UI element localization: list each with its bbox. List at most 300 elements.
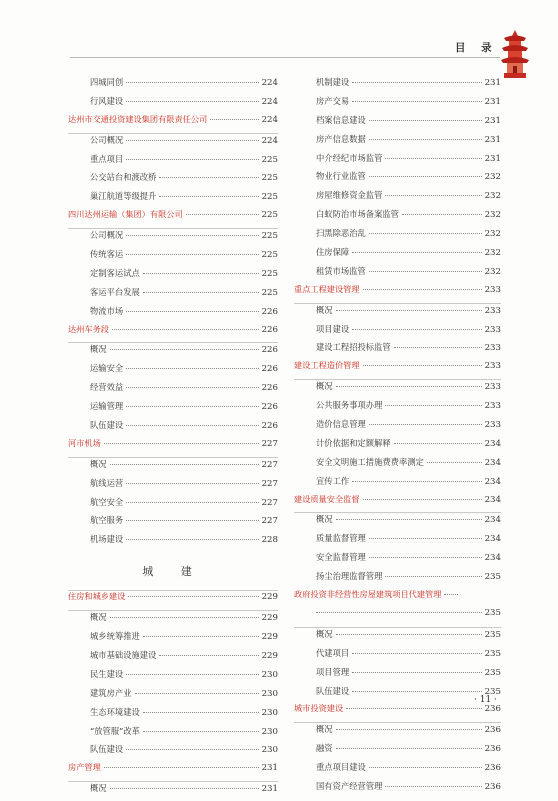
toc-entry-label: 航线运营 xyxy=(90,477,124,488)
toc-entry-label: 运输管理 xyxy=(90,401,124,412)
toc-entry-page: 229 xyxy=(261,650,278,661)
toc-entry-label: 队伍建设 xyxy=(316,685,350,696)
toc-entry[interactable] xyxy=(68,267,278,286)
leader-dots xyxy=(126,406,258,407)
toc-entry[interactable] xyxy=(68,400,278,419)
leader-dots xyxy=(126,483,258,484)
toc-entry-label: 扫黑除恶治乱 xyxy=(316,228,366,239)
toc-entry[interactable] xyxy=(68,514,278,533)
leader-dots xyxy=(352,329,481,330)
toc-entry[interactable] xyxy=(294,437,501,456)
chapter-heading: 城 建 xyxy=(142,565,204,579)
toc-section-entry[interactable] xyxy=(294,360,501,380)
leader-dots xyxy=(143,731,259,732)
toc-section-entry[interactable] xyxy=(68,209,278,229)
leader-dots xyxy=(402,214,482,215)
toc-entry[interactable] xyxy=(294,323,501,342)
toc-entry-label: 经营效益 xyxy=(90,382,124,393)
toc-entry-label: 物流市场 xyxy=(90,305,124,316)
toc-section-entry[interactable] xyxy=(294,703,501,723)
toc-entry-page: 231 xyxy=(484,78,501,88)
toc-entry-page: 227 xyxy=(261,478,278,489)
toc-entry[interactable] xyxy=(294,723,501,742)
leader-dots xyxy=(352,672,481,673)
toc-entry-label: 概况 xyxy=(90,458,107,469)
toc-section-entry[interactable] xyxy=(294,589,501,608)
toc-section-entry[interactable] xyxy=(68,324,278,344)
leader-dots xyxy=(126,82,258,83)
leader-dots xyxy=(369,557,482,558)
toc-entry-label: 机制建设 xyxy=(316,77,350,87)
leader-dots xyxy=(316,612,482,613)
toc-entry[interactable] xyxy=(294,227,501,246)
toc-entry-page: 225 xyxy=(261,210,278,221)
toc-entry[interactable] xyxy=(68,743,278,762)
toc-entry-label: 公交站台和渡改桥 xyxy=(90,172,157,183)
toc-entry-label: 建设质量安全监督 xyxy=(294,493,360,504)
leader-dots xyxy=(143,273,259,274)
toc-entry-page: 233 xyxy=(484,343,501,354)
leader-dots xyxy=(394,443,482,444)
toc-entry-label: 城市基础设施建设 xyxy=(90,649,157,660)
toc-entry-label: 重点项目 xyxy=(90,153,124,164)
toc-entry-page: 233 xyxy=(484,284,501,295)
leader-dots xyxy=(363,289,482,290)
leader-dots xyxy=(385,195,481,196)
toc-entry-label: 宣传工作 xyxy=(316,475,350,486)
leader-dots xyxy=(336,519,482,520)
toc-entry-page: 235 xyxy=(484,607,501,618)
leader-dots xyxy=(104,443,259,444)
toc-entry-label: 城乡统筹推进 xyxy=(90,631,140,642)
toc-entry-label: 公司概况 xyxy=(90,134,124,145)
leader-dots xyxy=(159,655,258,656)
toc-entry-page: 226 xyxy=(261,364,278,375)
leader-dots xyxy=(336,386,482,387)
toc-entry-page: 226 xyxy=(261,306,278,317)
toc-entry[interactable] xyxy=(294,133,501,152)
toc-entry[interactable] xyxy=(294,76,501,95)
leader-dots xyxy=(394,347,482,348)
toc-entry-page: 233 xyxy=(484,382,501,393)
leader-dots xyxy=(126,311,258,312)
leader-dots xyxy=(126,159,258,160)
toc-entry-label: 房屋维修资金监管 xyxy=(316,190,383,201)
toc-entry-label: 代建项目 xyxy=(316,647,350,658)
toc-entry-page: 225 xyxy=(261,287,278,298)
toc-entry-page: 227 xyxy=(261,497,278,508)
toc-entry-label: 建筑房产业 xyxy=(90,687,132,698)
toc-entry[interactable] xyxy=(68,286,278,305)
toc-entry-label: 客运平台发展 xyxy=(90,286,140,297)
toc-entry-page: 224 xyxy=(261,96,278,107)
toc-entry-page: 229 xyxy=(261,613,278,624)
toc-entry-page: 225 xyxy=(261,154,278,165)
toc-entry[interactable] xyxy=(68,171,278,190)
toc-entry-page: 231 xyxy=(261,763,278,774)
leader-dots xyxy=(126,749,258,750)
toc-entry-label: 计价依据和定额解释 xyxy=(316,437,391,448)
leader-dots xyxy=(336,748,482,749)
leader-dots xyxy=(210,119,258,120)
toc-entry[interactable] xyxy=(294,304,501,323)
toc-entry-label: 造价信息管理 xyxy=(316,419,366,430)
toc-entry-label: 传统客运 xyxy=(90,249,124,260)
leader-dots xyxy=(110,788,259,789)
toc-entry-label: 航空安全 xyxy=(90,496,124,507)
toc-entry-page: 232 xyxy=(484,248,501,259)
toc-section-entry[interactable] xyxy=(68,762,278,782)
toc-entry[interactable] xyxy=(294,246,501,265)
leader-dots xyxy=(369,120,482,121)
toc-entry[interactable] xyxy=(68,248,278,267)
toc-entry-page: 232 xyxy=(484,229,501,240)
toc-entry-page: 234 xyxy=(484,476,501,487)
toc-entry-label: 概况 xyxy=(316,724,333,735)
toc-entry[interactable] xyxy=(68,362,278,381)
toc-entry[interactable] xyxy=(68,134,278,153)
toc-entry-label: 融资 xyxy=(316,743,333,754)
toc-entry-label: 档案信息建设 xyxy=(316,114,366,125)
toc-entry-page: 231 xyxy=(484,96,501,107)
toc-entry[interactable] xyxy=(294,341,501,360)
leader-dots xyxy=(427,462,482,463)
toc-entry[interactable] xyxy=(294,532,501,551)
toc-entry-label: 扬尘治理监督管理 xyxy=(316,571,383,582)
toc-entry-page: 227 xyxy=(261,459,278,470)
toc-entry[interactable] xyxy=(68,782,278,801)
leader-dots xyxy=(126,368,258,369)
toc-entry[interactable] xyxy=(68,419,278,438)
leader-dots xyxy=(143,712,259,713)
toc-entry-page: 233 xyxy=(484,361,501,372)
toc-entry[interactable] xyxy=(68,533,278,552)
leader-dots xyxy=(352,101,481,102)
toc-entry-label: 公共服务事项办理 xyxy=(316,400,383,411)
toc-right-column xyxy=(294,76,501,799)
toc-entry-label: 项目建设 xyxy=(316,323,350,334)
leader-dots xyxy=(346,708,481,709)
toc-entry-label: 建设工程造价管理 xyxy=(294,360,360,371)
toc-entry-label: 达州市交通投资建设集团有限责任公司 xyxy=(68,113,208,124)
toc-entry-page: 232 xyxy=(484,210,501,221)
leader-dots xyxy=(336,634,482,635)
toc-entry-page: 225 xyxy=(261,250,278,261)
toc-entry-label: 队伍建设 xyxy=(90,744,124,755)
toc-entry-label: 安全监督管理 xyxy=(316,552,366,563)
pagoda-emblem-icon xyxy=(498,28,532,80)
toc-entry-page: 230 xyxy=(261,707,278,718)
toc-entry[interactable] xyxy=(294,513,501,532)
toc-entry[interactable] xyxy=(294,761,501,780)
leader-dots xyxy=(369,424,482,425)
toc-entry[interactable] xyxy=(294,551,501,570)
toc-entry-page: 225 xyxy=(261,231,278,242)
toc-entry[interactable] xyxy=(294,666,501,685)
toc-entry[interactable] xyxy=(68,76,278,95)
toc-entry-page: 229 xyxy=(261,592,278,603)
toc-entry-page: 229 xyxy=(261,632,278,643)
toc-entry-label: 概况 xyxy=(90,783,107,794)
toc-entry-label: 白蚁防治市场备案监管 xyxy=(316,209,399,220)
toc-entry-page: 234 xyxy=(484,494,501,505)
toc-entry-page: 224 xyxy=(261,78,278,88)
toc-entry-label: “放管服”改革 xyxy=(90,725,140,736)
page-number: · 11 · xyxy=(474,695,497,705)
toc-entry-label: 房产交易 xyxy=(316,95,350,106)
toc-entry-label: 四川达州运输（集团）有限公司 xyxy=(68,209,183,220)
toc-entry[interactable] xyxy=(68,630,278,649)
toc-entry[interactable] xyxy=(294,475,501,494)
toc-entry-label: 运输安全 xyxy=(90,363,124,374)
toc-section-entry[interactable] xyxy=(68,591,278,611)
toc-section-entry[interactable] xyxy=(68,114,278,134)
toc-entry[interactable] xyxy=(294,170,501,189)
leader-dots xyxy=(352,82,481,83)
toc-entry[interactable] xyxy=(68,687,278,706)
toc-entry-label: 政府投资非经营性房屋建筑项目代建管理 xyxy=(294,589,442,600)
toc-entry-page: 233 xyxy=(484,401,501,412)
toc-entry-page: 231 xyxy=(261,784,278,795)
leader-dots xyxy=(126,425,258,426)
leader-dots xyxy=(159,177,258,178)
leader-dots xyxy=(336,729,482,730)
toc-entry[interactable] xyxy=(294,380,501,399)
toc-entry-page: 226 xyxy=(261,324,278,335)
toc-entry-label: 租赁市场监管 xyxy=(316,265,366,276)
title-rule xyxy=(70,57,500,58)
leader-dots xyxy=(186,214,259,215)
toc-entry-page: 231 xyxy=(484,153,501,164)
toc-entry-page: 228 xyxy=(261,535,278,546)
toc-entry[interactable] xyxy=(68,496,278,515)
toc-entry-page: 235 xyxy=(484,648,501,659)
leader-dots xyxy=(126,387,258,388)
toc-entry-page: 226 xyxy=(261,345,278,356)
toc-entry-page: 234 xyxy=(484,553,501,564)
toc-entry[interactable] xyxy=(294,152,501,171)
toc-entry-page: 232 xyxy=(484,172,501,183)
leader-dots xyxy=(104,767,259,768)
toc-entry-page: 235 xyxy=(484,667,501,678)
leader-dots xyxy=(444,594,458,595)
section-heading-wrapper xyxy=(68,552,278,591)
leader-dots xyxy=(112,329,259,330)
toc-entry[interactable] xyxy=(68,458,278,477)
toc-entry[interactable] xyxy=(294,114,501,133)
leader-dots xyxy=(128,596,258,597)
toc-entry[interactable] xyxy=(68,343,278,362)
toc-entry[interactable] xyxy=(294,208,501,227)
toc-entry-page: 233 xyxy=(484,305,501,316)
toc-entry-label: 重点工程建设管理 xyxy=(294,283,360,294)
leader-dots xyxy=(126,235,258,236)
leader-dots xyxy=(336,310,482,311)
toc-entry-page: 232 xyxy=(484,266,501,277)
leader-dots xyxy=(369,538,482,539)
toc-left-column xyxy=(68,76,278,801)
toc-entry-page: 234 xyxy=(484,534,501,545)
toc-entry-label: 项目管理 xyxy=(316,666,350,677)
toc-entry-page: 231 xyxy=(484,115,501,126)
toc-entry-page: 230 xyxy=(261,745,278,756)
toc-entry-page: 236 xyxy=(484,725,501,736)
toc-entry-label: 重点项目建设 xyxy=(316,762,366,773)
toc-entry-label: 物业行业监管 xyxy=(316,171,366,182)
toc-entry-page: 235 xyxy=(484,686,501,697)
leader-dots xyxy=(363,365,482,366)
toc-entry-page: 230 xyxy=(261,726,278,737)
toc-entry-page: 224 xyxy=(261,114,278,125)
toc-entry-label: 公司概况 xyxy=(90,230,124,241)
toc-section-entry-continuation[interactable] xyxy=(294,608,501,628)
leader-dots xyxy=(143,292,259,293)
toc-entry[interactable] xyxy=(68,95,278,114)
toc-entry[interactable] xyxy=(68,706,278,725)
toc-entry-label: 概况 xyxy=(316,628,333,639)
toc-entry-label: 概况 xyxy=(316,304,333,315)
toc-entry-label: 城市投资建设 xyxy=(294,703,344,714)
toc-entry-label: 概况 xyxy=(316,381,333,392)
toc-entry-page: 234 xyxy=(484,438,501,449)
toc-entry[interactable] xyxy=(68,305,278,324)
toc-entry[interactable] xyxy=(68,611,278,630)
toc-entry-label: 行风建设 xyxy=(90,95,124,106)
leader-dots xyxy=(352,653,481,654)
toc-section-entry[interactable] xyxy=(294,284,501,304)
toc-entry[interactable] xyxy=(68,477,278,496)
toc-entry-label: 建设工程招投标监管 xyxy=(316,342,391,353)
leader-dots xyxy=(143,636,259,637)
toc-entry[interactable] xyxy=(68,668,278,687)
toc-entry[interactable] xyxy=(294,265,501,284)
toc-entry-page: 236 xyxy=(484,763,501,774)
toc-entry-page: 234 xyxy=(484,515,501,526)
leader-dots xyxy=(369,139,482,140)
toc-entry-page: 226 xyxy=(261,421,278,432)
toc-entry-label: 住房保障 xyxy=(316,247,350,258)
leader-dots xyxy=(126,502,258,503)
leader-dots xyxy=(126,674,258,675)
toc-entry[interactable] xyxy=(294,189,501,208)
toc-entry[interactable] xyxy=(68,229,278,248)
leader-dots xyxy=(369,233,482,234)
leader-dots xyxy=(110,464,259,465)
toc-entry[interactable] xyxy=(294,628,501,647)
toc-entry[interactable] xyxy=(68,725,278,744)
toc-entry[interactable] xyxy=(294,399,501,418)
toc-entry-label: 概况 xyxy=(316,514,333,525)
leader-dots xyxy=(352,691,481,692)
toc-entry-page: 236 xyxy=(484,781,501,792)
toc-entry-label: 概况 xyxy=(90,612,107,623)
toc-entry-label: 达州车务段 xyxy=(68,323,109,334)
toc-entry-label: 定制客运试点 xyxy=(90,267,140,278)
leader-dots xyxy=(369,176,482,177)
toc-entry-label: 航空服务 xyxy=(90,515,124,526)
toc-entry-page: 227 xyxy=(261,438,278,449)
toc-entry[interactable] xyxy=(68,153,278,172)
toc-entry[interactable] xyxy=(294,647,501,666)
toc-entry-label: 中介经纪市场监管 xyxy=(316,152,383,163)
toc-entry-label: 安全文明施工措施费费率测定 xyxy=(316,456,424,467)
leader-dots xyxy=(385,405,481,406)
toc-entry-page: 225 xyxy=(261,173,278,184)
leader-dots xyxy=(126,520,258,521)
toc-entry-page: 234 xyxy=(484,457,501,468)
page-title: 目 录 xyxy=(455,42,498,54)
leader-dots xyxy=(369,767,482,768)
leader-dots xyxy=(159,196,258,197)
toc-entry-page: 230 xyxy=(261,688,278,699)
leader-dots xyxy=(385,786,481,787)
toc-entry-label: 房产管理 xyxy=(68,762,101,773)
toc-entry-label: 房产信息数据 xyxy=(316,133,366,144)
toc-entry[interactable] xyxy=(294,418,501,437)
leader-dots xyxy=(385,576,481,577)
toc-entry-page: 235 xyxy=(484,629,501,640)
toc-entry-page: 227 xyxy=(261,516,278,527)
toc-entry-label: 队伍建设 xyxy=(90,420,124,431)
toc-entry-page: 230 xyxy=(261,669,278,680)
toc-entry-page: 236 xyxy=(484,704,501,715)
toc-entry-page: 226 xyxy=(261,383,278,394)
toc-entry-page: 231 xyxy=(484,134,501,145)
toc-entry[interactable] xyxy=(294,570,501,589)
toc-entry-page: 232 xyxy=(484,191,501,202)
leader-dots xyxy=(126,101,258,102)
toc-entry-label: 国有资产经营管理 xyxy=(316,780,383,791)
leader-dots xyxy=(352,481,481,482)
leader-dots xyxy=(352,252,481,253)
toc-entry-page: 233 xyxy=(484,420,501,431)
toc-entry-label: 概况 xyxy=(90,344,107,355)
toc-entry-page: 225 xyxy=(261,268,278,279)
toc-entry-page: 225 xyxy=(261,192,278,203)
toc-entry-page: 235 xyxy=(484,572,501,583)
toc-entry[interactable] xyxy=(68,381,278,400)
leader-dots xyxy=(385,158,481,159)
leader-dots xyxy=(369,271,482,272)
toc-entry[interactable] xyxy=(294,685,501,704)
leader-dots xyxy=(110,617,259,618)
toc-entry[interactable] xyxy=(294,95,501,114)
toc-entry-page: 226 xyxy=(261,402,278,413)
toc-entry[interactable] xyxy=(68,190,278,209)
toc-entry-label: 住房和城乡建设 xyxy=(68,591,126,602)
toc-entry-page: 236 xyxy=(484,744,501,755)
toc-entry-label: 巢江航道等级提升 xyxy=(90,191,157,202)
toc-entry-label: 机场建设 xyxy=(90,534,124,545)
leader-dots xyxy=(110,349,259,350)
toc-entry[interactable] xyxy=(294,780,501,799)
toc-entry-label: 质量监督管理 xyxy=(316,533,366,544)
toc-section-entry[interactable] xyxy=(68,438,278,458)
toc-entry-page: 224 xyxy=(261,135,278,146)
leader-dots xyxy=(135,693,259,694)
leader-dots xyxy=(126,140,258,141)
leader-dots xyxy=(363,499,482,500)
toc-section-entry[interactable] xyxy=(294,494,501,514)
toc-entry-label: 民生建设 xyxy=(90,668,124,679)
leader-dots xyxy=(126,539,258,540)
toc-entry-page: 233 xyxy=(484,324,501,335)
toc-entry[interactable] xyxy=(294,456,501,475)
toc-entry-label: 生态环境建设 xyxy=(90,706,140,717)
toc-entry[interactable] xyxy=(68,649,278,668)
toc-entry-label: 四城同创 xyxy=(90,77,124,87)
toc-entry-label: 河市机场 xyxy=(68,437,101,448)
